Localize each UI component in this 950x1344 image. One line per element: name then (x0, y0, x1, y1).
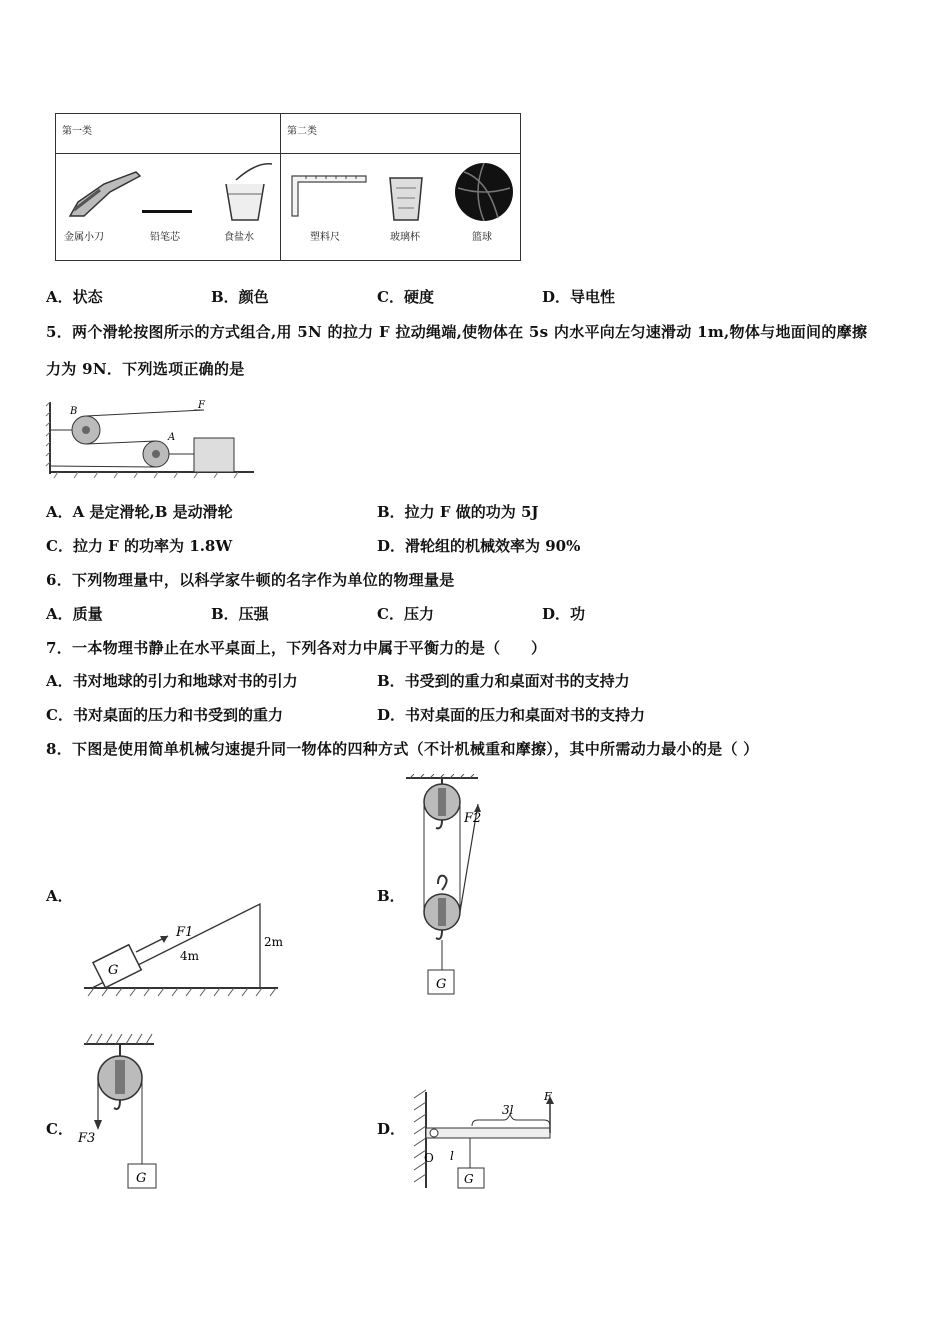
fig-a-height: 2m (264, 935, 284, 949)
fig-label-f: F (198, 400, 205, 411)
q5-stem-line2: 力为 9N．下列选项正确的是 (46, 360, 245, 378)
fig-b-weight: G (436, 977, 447, 992)
q6-option-b[interactable]: B．压强 (211, 605, 269, 623)
item-label: 篮球 (472, 232, 492, 243)
lever-diagram (404, 1086, 568, 1194)
material-table (55, 113, 521, 261)
q8-label-b[interactable]: B． (377, 887, 405, 905)
fig-d-weight: G (464, 1172, 474, 1186)
fig-c-force: F3 (78, 1131, 96, 1146)
fig-d-short-arm: l (450, 1149, 454, 1163)
fig-label-a: A (168, 432, 176, 443)
q5-option-b[interactable]: B．拉力 F 做的功为 5J (377, 503, 539, 521)
q6-stem: 6．下列物理量中，以科学家牛顿的名字作为单位的物理量是 (46, 571, 455, 589)
fig-c-weight: G (136, 1171, 147, 1186)
q6-option-d[interactable]: D．功 (542, 605, 586, 623)
item-label: 金属小刀 (64, 232, 104, 243)
item-label: 铅笔芯 (150, 232, 180, 243)
plastic-ruler-image (286, 170, 370, 220)
q8-stem: 8．下图是使用简单机械匀速提升同一物体的四种方式（不计机械重和摩擦），其中所需动力最小的是（ ） (46, 740, 759, 758)
q6-option-c[interactable]: C．压力 (377, 605, 434, 623)
q5-stem-line1: 5．两个滑轮按图所示的方式组合,用 5N 的拉力 F 拉动绳端,使物体在 5s 内水平向左匀速滑动 1m,物体与地面间的摩擦 (46, 323, 868, 341)
table-header-class1: 第一类 (56, 114, 280, 154)
q7-option-b[interactable]: B．书受到的重力和桌面对书的支持力 (377, 672, 630, 690)
q8-label-c[interactable]: C． (46, 1120, 73, 1138)
q7-option-c[interactable]: C．书对桌面的压力和书受到的重力 (46, 706, 283, 724)
basketball-image (452, 160, 516, 224)
incline-diagram (84, 896, 284, 1000)
pulley-diagram-q5 (44, 398, 260, 482)
knife-image (64, 166, 144, 226)
salt-water-image (216, 160, 276, 226)
q8-label-a[interactable]: A． (46, 887, 73, 905)
pulley-block-diagram (402, 774, 502, 1000)
fixed-pulley-diagram (74, 1030, 174, 1194)
glass-cup-image (386, 174, 426, 224)
table-header-class2: 第二类 (281, 114, 521, 154)
q5-option-a[interactable]: A．A 是定滑轮,B 是动滑轮 (46, 503, 233, 521)
item-label: 塑料尺 (310, 232, 340, 243)
item-label: 食盐水 (224, 232, 254, 243)
q5-option-d[interactable]: D．滑轮组的机械效率为 90% (377, 537, 581, 555)
fig-a-weight: G (108, 963, 119, 978)
q6-option-a[interactable]: A．质量 (46, 605, 103, 623)
fig-d-pivot: O (424, 1151, 434, 1165)
q7-stem: 7．一本物理书静止在水平桌面上，下列各对力中属于平衡力的是（ ） (46, 639, 547, 657)
fig-a-length: 4m (180, 949, 200, 963)
fig-b-force: F2 (464, 811, 482, 826)
q7-option-d[interactable]: D．书对桌面的压力和桌面对书的支持力 (377, 706, 646, 724)
item-label: 玻璃杯 (390, 232, 420, 243)
q4-option-a[interactable]: A．状态 (46, 288, 103, 306)
q4-option-c[interactable]: C．硬度 (377, 288, 434, 306)
q4-option-b[interactable]: B．颜色 (211, 288, 269, 306)
q7-option-a[interactable]: A．书对地球的引力和地球对书的引力 (46, 672, 298, 690)
q8-label-d[interactable]: D． (377, 1120, 406, 1138)
fig-d-long-arm: 3l (502, 1103, 514, 1117)
q4-option-d[interactable]: D．导电性 (542, 288, 616, 306)
fig-d-force: F (544, 1090, 552, 1103)
fig-label-b: B (70, 406, 78, 417)
pencil-lead-image (140, 208, 194, 216)
q5-option-c[interactable]: C．拉力 F 的功率为 1.8W (46, 537, 233, 555)
fig-a-force: F1 (176, 925, 194, 940)
